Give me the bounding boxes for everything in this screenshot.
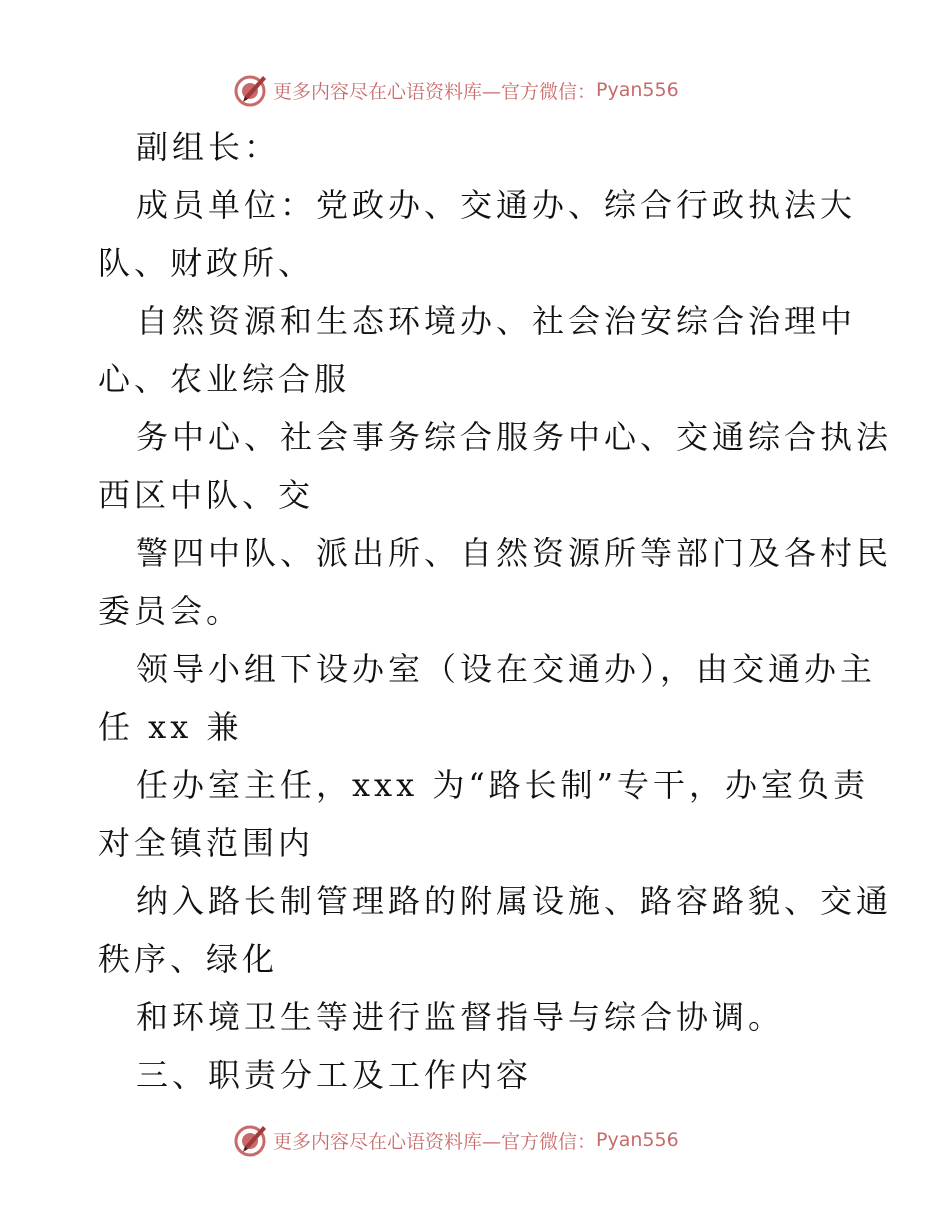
watermark-text: 更多内容尽在心语资料库—官方微信：: [273, 1130, 597, 1153]
body-line: 对全镇范围内: [98, 824, 315, 862]
body-line: 队、财政所、: [98, 244, 315, 282]
body-line: 心、农业综合服: [98, 360, 351, 398]
document-body: [98, 118, 893, 1104]
body-line: 务中心、社会事务综合服务中心、交通综合执法: [136, 418, 893, 456]
watermark-text: 更多内容尽在心语资料库—官方微信：: [273, 80, 597, 103]
body-line: 警四中队、派出所、自然资源所等部门及各村民: [136, 534, 893, 572]
watermark-wechat-id: Pyan556: [596, 79, 679, 101]
body-line: 成员单位：党政办、交通办、综合行政执法大: [136, 186, 857, 224]
body-line: 秩序、绿化: [98, 940, 279, 978]
body-line: 副组长：: [136, 128, 281, 166]
body-line: 领导小组下设办室（设在交通办），由交通办主: [136, 650, 877, 688]
watermark-header: [233, 70, 679, 110]
watermark-wechat-id: Pyan556: [596, 1129, 679, 1151]
pen-logo-icon: [233, 72, 269, 108]
body-line: 纳入路长制管理路的附属设施、路容路貌、交通: [136, 882, 893, 920]
body-line: 和环境卫生等进行监督指导与综合协调。: [136, 998, 785, 1036]
body-line: 委员会。: [98, 592, 243, 630]
watermark-footer: [233, 1120, 679, 1160]
body-line: 任办室主任，xxx 为“路长制”专干，办室负责: [136, 766, 870, 804]
body-line: 自然资源和生态环境办、社会治安综合治理中: [136, 302, 857, 340]
body-line: 西区中队、交: [98, 476, 315, 514]
body-line: 任 xx 兼: [98, 708, 243, 746]
pen-logo-icon: [233, 1122, 269, 1158]
section-heading: 三、职责分工及工作内容: [136, 1056, 533, 1094]
